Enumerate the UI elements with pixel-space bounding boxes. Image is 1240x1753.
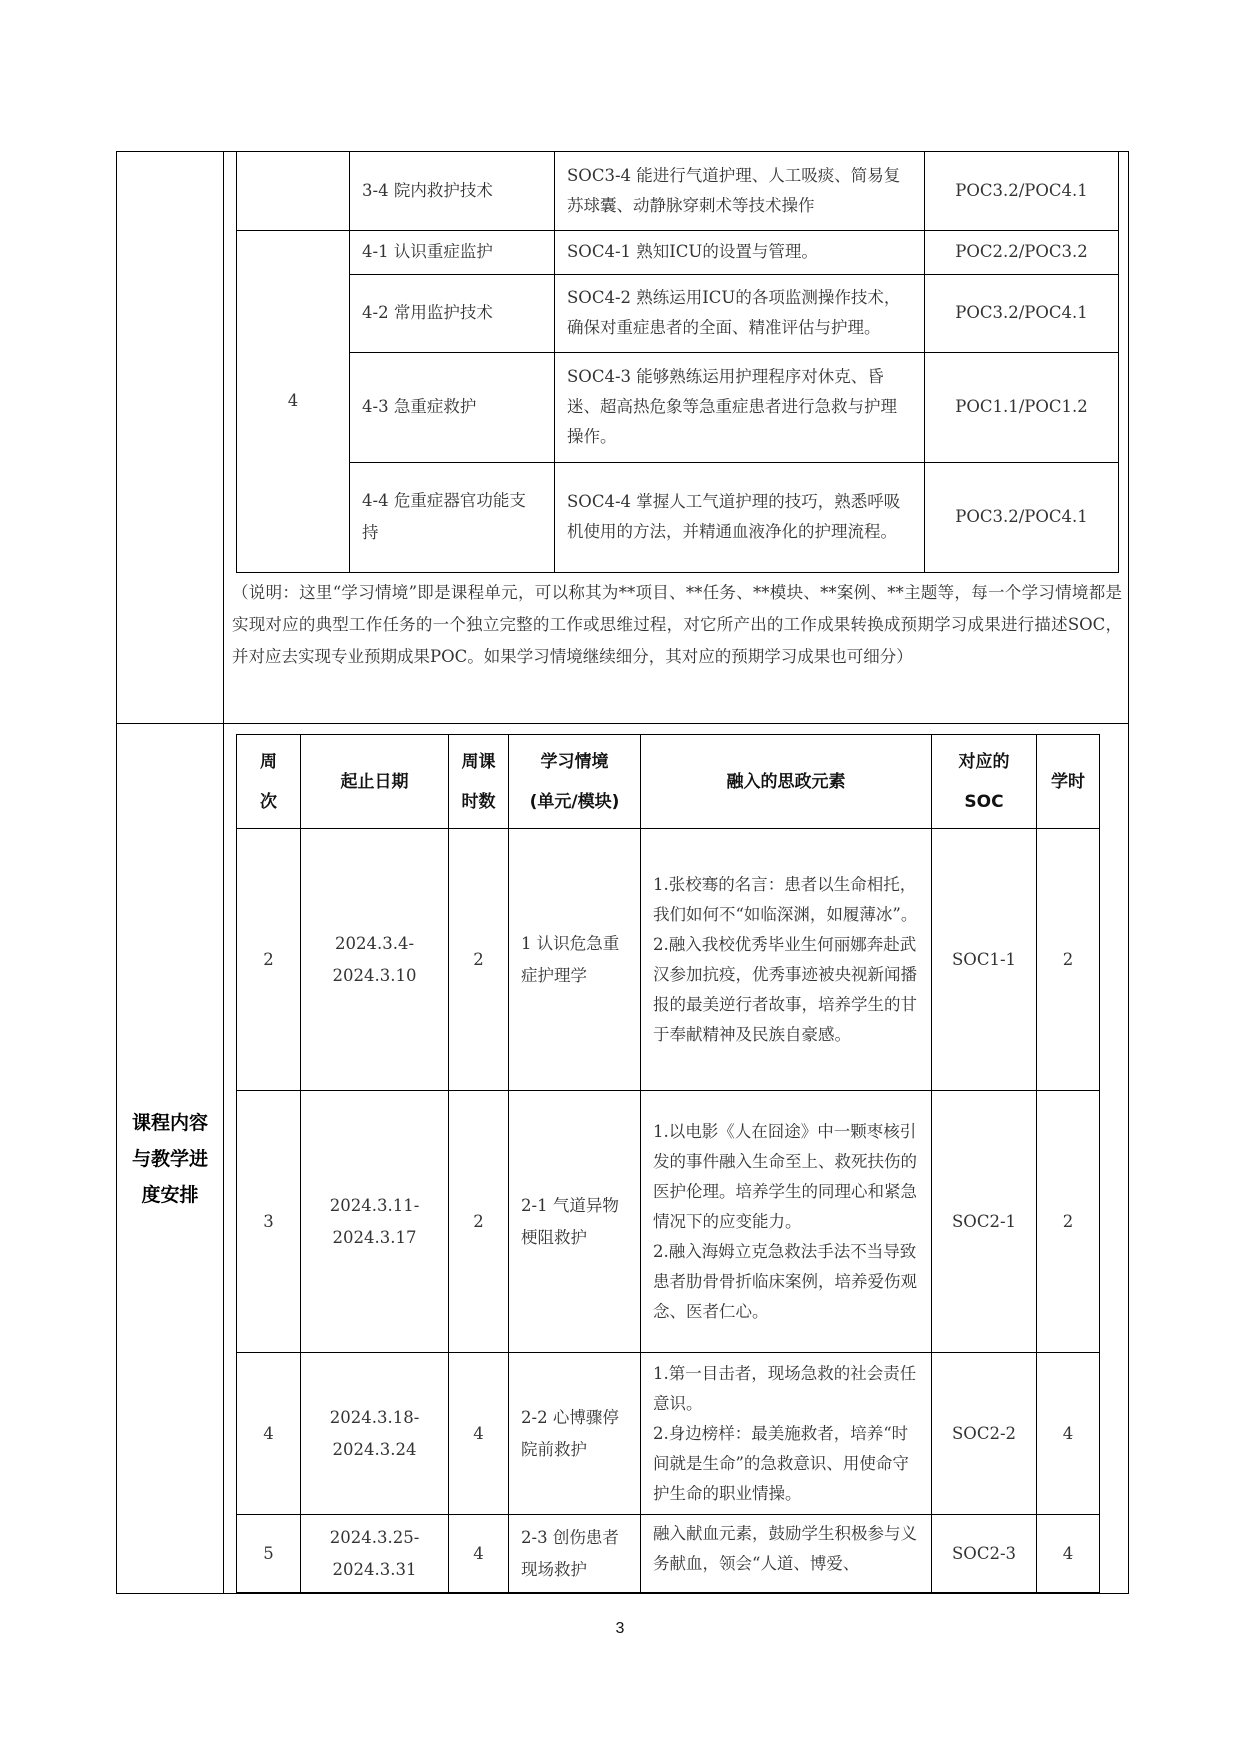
- section-label: 课程内容与教学进度安排: [117, 724, 224, 1594]
- topic-cell: 3-4 院内救护技术: [350, 152, 555, 230]
- soc-cell: SOC4-4 掌握人工气道护理的技巧，熟悉呼吸机使用的方法，并精通血液净化的护理流程。: [555, 462, 925, 572]
- ideology-cell: [641, 1091, 932, 1353]
- ideology-item: 2.身边榜样：最美施救者，培养“时间就是生命”的急救意识、用使命守护生命的职业情操。: [653, 1423, 909, 1503]
- hours-cell: 2: [1037, 829, 1100, 1091]
- week-cell: 3: [237, 1091, 301, 1353]
- weekly-hours-header: 周课时数: [449, 735, 509, 829]
- start-date: 2024.3.11-: [329, 1195, 420, 1215]
- end-date: 2024.3.24: [332, 1439, 417, 1459]
- topic-cell: 4-4 危重症器官功能支持: [350, 462, 555, 572]
- situation-table: [236, 152, 1119, 573]
- poc-cell: POC3.2/POC4.1: [925, 152, 1119, 230]
- situation-row: [237, 462, 1119, 572]
- situation-cell: 2-1 气道异物梗阻救护: [509, 1091, 641, 1353]
- soc-cell: SOC2-2: [932, 1353, 1037, 1515]
- end-date: 2024.3.10: [332, 965, 417, 985]
- ideology-item: 2.融入海姆立克急救法手法不当导致患者肋骨骨折临床案例，培养爱伤观念、医者仁心。: [653, 1241, 917, 1321]
- ideology-cell: [641, 829, 932, 1091]
- weekly-hours-cell: 4: [449, 1353, 509, 1515]
- ideology-cell: [641, 1353, 932, 1515]
- weekly-hours-cell: 2: [449, 1091, 509, 1353]
- ideology-item: 1.张校骞的名言：患者以生命相托，我们如何不“如临深渊，如履薄冰”。: [653, 874, 918, 924]
- soc-header: 对应的SOC: [932, 735, 1037, 829]
- soc-cell: SOC4-3 能够熟练运用护理程序对休克、昏迷、超高热危象等急重症患者进行急救与护理操作。: [555, 352, 925, 462]
- ideology-item: 1.以电影《人在囧途》中一颗枣核引发的事件融入生命至上、救死扶伤的医护伦理。培养学生的同理心和紧急情况下的应变能力。: [653, 1121, 917, 1231]
- dates-header: 起止日期: [301, 735, 449, 829]
- situation-row: [237, 274, 1119, 352]
- poc-cell: POC2.2/POC3.2: [925, 230, 1119, 274]
- situation-cell: 1 认识危急重症护理学: [509, 829, 641, 1091]
- ideology-item: 2.融入我校优秀毕业生何丽娜奔赴武汉参加抗疫，优秀事迹被央视新闻播报的最美逆行者故事，培养学生的甘于奉献精神及民族自豪感。: [653, 934, 917, 1044]
- schedule-row: [237, 1353, 1100, 1515]
- unit-cell: [237, 152, 350, 230]
- situation-row: [237, 230, 1119, 274]
- ideology-cell: [641, 1515, 932, 1593]
- explanation-note: （说明：这里“学习情境”即是课程单元，可以称其为**项目、**任务、**模块、**案例、**主题等，每一个学习情境都是实现对应的典型工作任务的一个独立完整的工作或思维过程，对它所产出的工作成果转换成预期学习成果进行描述SOC，并对应去实现专业预期成果POC。如果学习情境继续细分，其对应的预期学习成果也可细分）: [232, 582, 1122, 666]
- poc-cell: POC3.2/POC4.1: [925, 274, 1119, 352]
- schedule-row: [237, 1515, 1100, 1593]
- weekly-hours-cell: 2: [449, 829, 509, 1091]
- soc-cell: SOC2-3: [932, 1515, 1037, 1593]
- week-header: 周次: [237, 735, 301, 829]
- weekly-hours-cell: 4: [449, 1515, 509, 1593]
- page-number: 3: [615, 1620, 625, 1637]
- ideology-item: 1.第一目击者，现场急救的社会责任意识。: [653, 1363, 917, 1413]
- end-date: 2024.3.31: [332, 1559, 417, 1579]
- week-cell: 2: [237, 829, 301, 1091]
- soc-cell: SOC1-1: [932, 829, 1037, 1091]
- poc-cell: POC3.2/POC4.1: [925, 462, 1119, 572]
- schedule-row: [237, 829, 1100, 1091]
- situation-header: [509, 735, 641, 829]
- hours-cell: 2: [1037, 1091, 1100, 1353]
- week-cell: 4: [237, 1353, 301, 1515]
- start-date: 2024.3.4-: [334, 933, 415, 953]
- week-cell: 5: [237, 1515, 301, 1593]
- soc-cell: SOC4-1 熟知ICU的设置与管理。: [555, 230, 925, 274]
- ideology-header: 融入的思政元素: [641, 735, 932, 829]
- hours-header: 学时: [1037, 735, 1100, 829]
- date-cell: [301, 1353, 449, 1515]
- schedule-cell: [224, 724, 1129, 1594]
- date-cell: [301, 1515, 449, 1593]
- situation-row: [237, 152, 1119, 230]
- date-cell: [301, 829, 449, 1091]
- topic-cell: 4-1 认识重症监护: [350, 230, 555, 274]
- schedule-table: [236, 734, 1100, 1593]
- hours-cell: 4: [1037, 1353, 1100, 1515]
- topic-cell: 4-3 急重症救护: [350, 352, 555, 462]
- left-label-cell: [117, 152, 224, 724]
- schedule-row: [237, 1091, 1100, 1353]
- situations-cell: [224, 152, 1129, 724]
- start-date: 2024.3.25-: [329, 1527, 420, 1547]
- situation-row: [237, 352, 1119, 462]
- soc-cell: SOC3-4 能进行气道护理、人工吸痰、简易复苏球囊、动静脉穿刺术等技术操作: [555, 152, 925, 230]
- situation-header-title: 学习情境: [540, 751, 609, 772]
- ideology-item: 融入献血元素，鼓励学生积极参与义务献血，领会“人道、博爱、: [653, 1524, 917, 1573]
- soc-cell: SOC2-1: [932, 1091, 1037, 1353]
- soc-cell: SOC4-2 熟练运用ICU的各项监测操作技术，确保对重症患者的全面、精准评估与护理。: [555, 274, 925, 352]
- date-cell: [301, 1091, 449, 1353]
- start-date: 2024.3.18-: [329, 1407, 420, 1427]
- poc-cell: POC1.1/POC1.2: [925, 352, 1119, 462]
- situation-cell: 2-3 创伤患者现场救护: [509, 1515, 641, 1593]
- situation-header-sub: (单元/模块): [529, 791, 620, 812]
- situation-cell: 2-2 心博骤停院前救护: [509, 1353, 641, 1515]
- hours-cell: 4: [1037, 1515, 1100, 1593]
- schedule-header-row: [237, 735, 1100, 829]
- topic-cell: 4-2 常用监护技术: [350, 274, 555, 352]
- course-outline-table: [116, 151, 1129, 1594]
- end-date: 2024.3.17: [332, 1227, 417, 1247]
- unit-cell: 4: [237, 230, 350, 572]
